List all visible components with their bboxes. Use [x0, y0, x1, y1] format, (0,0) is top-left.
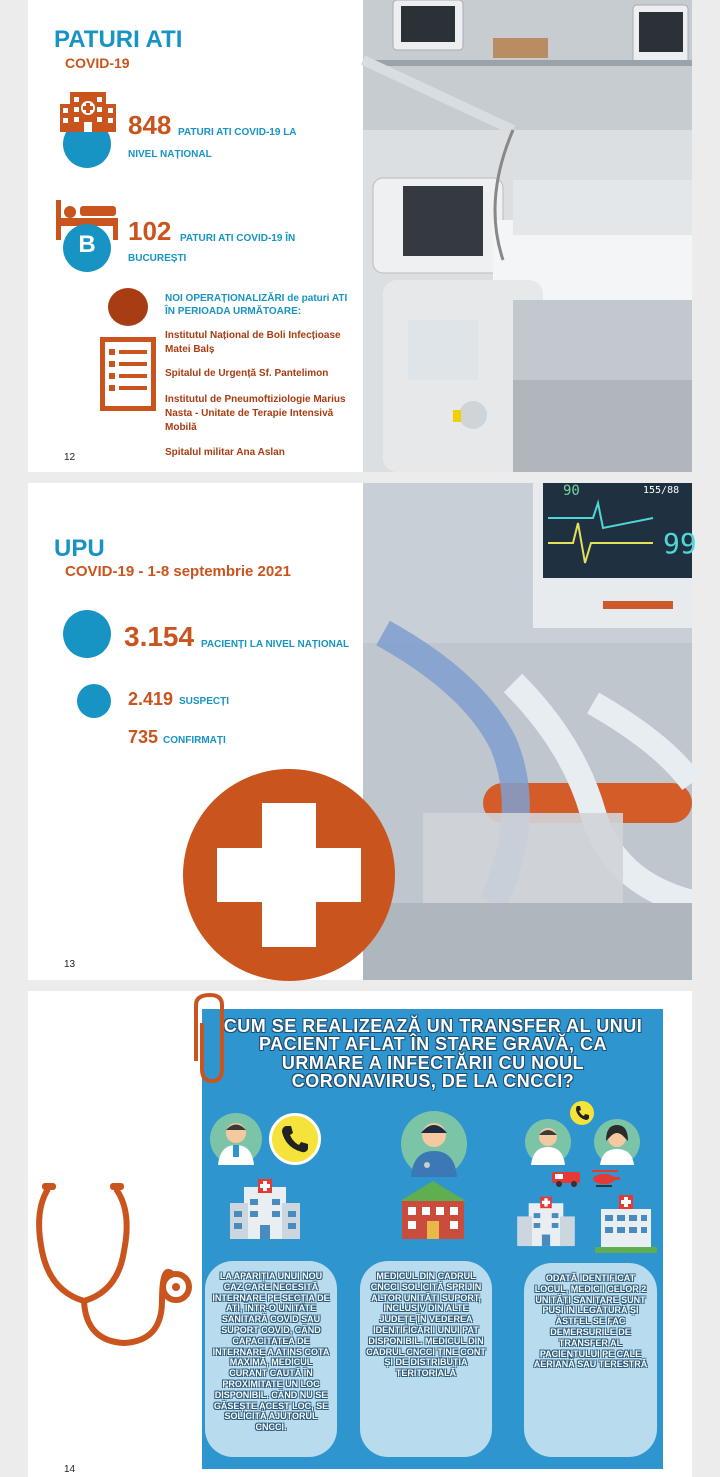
- step-2-text: MEDICUL DIN CADRUL CNCCI SOLICITĂ SPRIJIN ALTOR UNITĂȚI SUPORT, INCLUSIV DIN ALTE JUDEȚE,ÎN VEDEREA IDENTIFICĂRII UNUI PAT DISPONIBIL. MEDICUL DIN CADRUL CNCCI ȚINE CONT ȘI DE DISTRIBUȚIA TERITORIALĂ: [360, 1261, 492, 1457]
- small-phone-icon: [570, 1101, 594, 1125]
- page-number: 12: [64, 452, 76, 463]
- hospital-item-2: Spitalul de Urgență Sf. Pantelimon: [165, 368, 329, 379]
- hospital-item-1: Institutul Național de Boli Infecțioase Matei Balș: [165, 330, 341, 355]
- infographic-title: CUM SE REALIZEAZĂ UN TRANSFER AL UNUI PACIENT AFLAT ÎN STARE GRAVĂ, CA URMARE A INFECTĂRII CU NOUL CORONAVIRUS, DE LA CNCCI?: [223, 1016, 643, 1092]
- phone-icon: [269, 1113, 321, 1165]
- patients-label: PACIENȚI LA NIVEL NAȚIONAL: [201, 639, 350, 650]
- page-number: 14: [64, 1464, 76, 1475]
- monitor-spo2: 99: [663, 527, 697, 560]
- medic-avatar-icon: [401, 1111, 467, 1177]
- confirmed-number: 735: [128, 727, 159, 747]
- hospital-item-3: Institutul de Pneumoftiziologie Marius Nasta - Unitate de Terapie Intensivă Mobilă: [165, 394, 346, 433]
- slide-subtitle: COVID-19 - 1-8 septembrie 2021: [65, 563, 291, 580]
- blue-circle-large: [63, 610, 111, 658]
- hospital-building-icon: [230, 1177, 300, 1245]
- slide-title: UPU: [54, 535, 105, 562]
- operations-heading-2: ÎN PERIOADA URMĂTOARE:: [165, 306, 302, 317]
- nurse-avatar-icon: [594, 1119, 640, 1165]
- slide-14: [28, 991, 692, 1477]
- stethoscope-icon: [34, 1181, 194, 1351]
- doctor-avatar-icon-2: [525, 1119, 571, 1165]
- icu-photo: [363, 0, 692, 472]
- hospital-building-icon-2: [516, 1195, 576, 1251]
- step-1-text: LA APARIȚIA UNUI NOU CAZ CARE NECESITĂ INTERNARE PE SECȚIA DE ATI, ÎNTR-O UNITATE SANITARĂ COVID SAU SUPORT COVID, CÂND CAPACITATEA DE INTERNARE A ATINS COTA MAXIMĂ, MEDICUL CURANT CAUTĂ ÎN PROXIMITATE UN LOC DISPONIBIL. CÂND NU SE GĂSEȘTE ACEST LOC, SE SOLICITĂ AJUTORUL CNCCI.: [205, 1261, 337, 1457]
- helicopter-icon: [590, 1169, 620, 1187]
- step-3-text: ODATĂ IDENTIFICAT LOCUL, MEDICII CELOR 2 UNITĂȚI SANITARE SUNT PUȘI ÎN LEGĂTURĂ ȘI ASTFEL SE FAC DEMERSURILE DE TRANSFER AL PACIENTULUI PE CALE AERIANĂ SAU TERESTRĂ: [524, 1263, 657, 1457]
- slide-12: [28, 0, 692, 472]
- checklist-icon: [100, 337, 156, 411]
- suspects-label: SUSPECȚI: [179, 696, 230, 707]
- page-number: 13: [64, 959, 76, 970]
- operations-heading: NOI OPERAȚIONALIZĂRI de paturi ATI: [165, 293, 348, 304]
- blue-circle-small: [77, 684, 111, 718]
- ventilator-photo: [363, 483, 697, 980]
- paperclip-icon: [190, 991, 228, 1087]
- confirmed-label: CONFIRMAȚI: [163, 735, 226, 746]
- monitor-bp: 155/88: [643, 485, 680, 496]
- beds-bucharest-number: 102: [128, 216, 172, 246]
- slide-title: PATURI ATI: [54, 26, 183, 53]
- slide-subtitle: COVID-19: [65, 55, 130, 71]
- hospital-item-4: Spitalul militar Ana Aslan: [165, 447, 285, 458]
- patients-number: 3.154: [124, 621, 195, 652]
- medical-cross-icon: [183, 769, 395, 981]
- ambulance-icon: [552, 1169, 582, 1187]
- hospital-tower-icon: [595, 1195, 657, 1253]
- suspects-number: 2.419: [128, 689, 174, 709]
- hospital-icon: [60, 90, 116, 134]
- transfer-infographic: [202, 1009, 663, 1469]
- monitor-hr: 90: [563, 483, 580, 499]
- doctor-avatar-icon: [210, 1113, 262, 1165]
- beds-bucharest-label-2: BUCUREȘTI: [128, 253, 187, 264]
- building-icon: [400, 1181, 466, 1241]
- beds-national-label-2: NIVEL NAȚIONAL: [128, 149, 212, 160]
- beds-national-label: PATURI ATI COVID-19 LA: [178, 127, 297, 138]
- beds-national-number: 848: [128, 110, 172, 140]
- slide-13: [28, 483, 697, 980]
- beds-bucharest-label: PATURI ATI COVID-19 ÎN: [180, 233, 296, 244]
- dark-circle: [108, 288, 148, 326]
- b-letter: B: [78, 231, 96, 258]
